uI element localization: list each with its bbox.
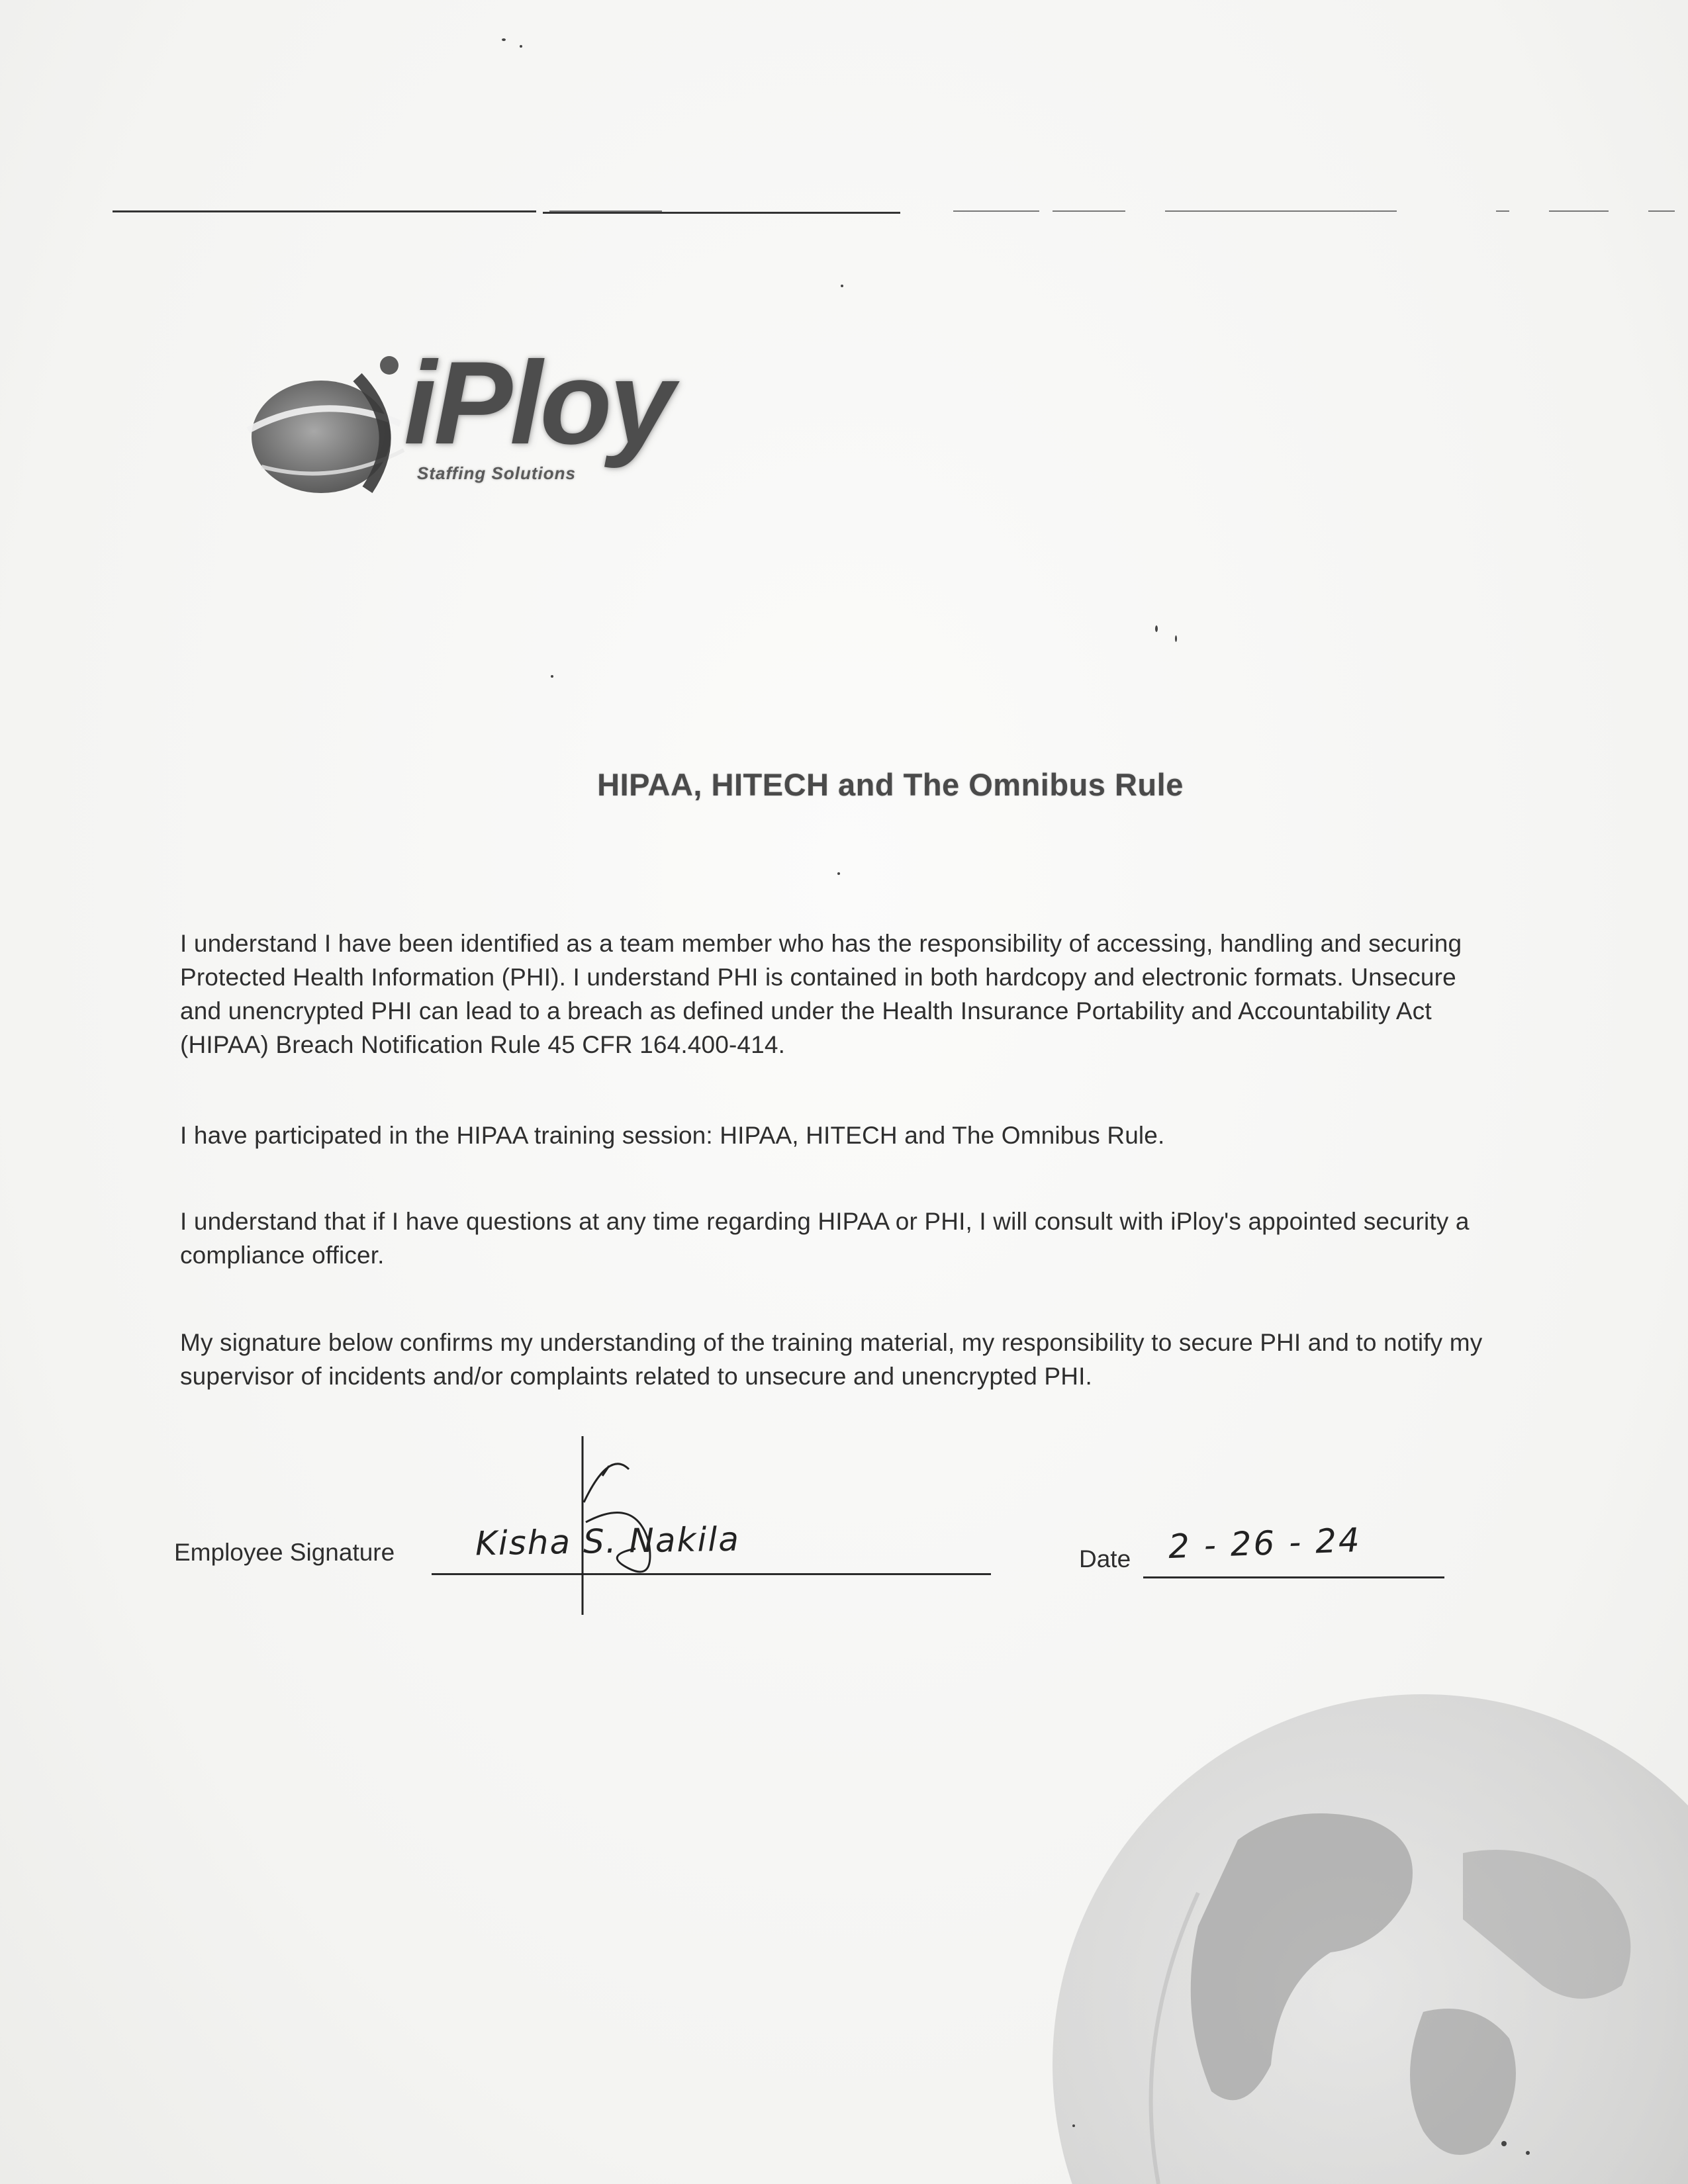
employee-signature-label: Employee Signature bbox=[174, 1539, 395, 1566]
paragraph-signature-confirmation: My signature below confirms my understanding of the training material, my responsibility to secure PHI and to notify my supervisor of incidents and/or complaints related to unsecure and unencrypted PHI. bbox=[180, 1329, 1483, 1390]
scan-speck bbox=[520, 45, 522, 48]
logo-wordmark: iPloy bbox=[404, 337, 673, 469]
globe-watermark-icon bbox=[960, 1641, 1688, 2184]
document-title: HIPAA, HITECH and The Omnibus Rule bbox=[597, 767, 1184, 802]
scan-speck bbox=[1501, 2141, 1507, 2146]
date-label: Date bbox=[1079, 1545, 1131, 1572]
scan-speck bbox=[1072, 2124, 1075, 2127]
logo-tagline: Staffing Solutions bbox=[417, 463, 576, 483]
paragraph-compliance-officer: I understand that if I have questions at any time regarding HIPAA or PHI, I will consult with iPloy's appointed security a compliance officer. bbox=[180, 1208, 1470, 1269]
date-line bbox=[1143, 1576, 1444, 1578]
scan-speck bbox=[551, 675, 553, 678]
paragraph-training-participation: I have participated in the HIPAA training session: HIPAA, HITECH and The Omnibus Rule. bbox=[180, 1122, 1165, 1149]
scan-speck bbox=[1175, 635, 1177, 642]
signature-scrawl bbox=[556, 1423, 728, 1621]
handwritten-signed-name: Kisha S. Nakila bbox=[475, 1520, 741, 1563]
scan-speck bbox=[837, 872, 840, 875]
scan-speck bbox=[1526, 2151, 1530, 2155]
paragraph-phi-responsibility: I understand I have been identified as a team member who has the responsibility of accessing, handling and securing Protected Health Information (PHI). I understand PHI is contained in both hardcopy and electronic formats. Unsecure and unencrypted PHI can lead to a breach as defined under the Health Insurance Portability and Accountability Act (HIPAA) Breach Notification Rule 45 CFR 164.400-414. bbox=[180, 930, 1462, 1058]
scan-speck bbox=[1155, 625, 1158, 632]
scan-speck bbox=[841, 285, 843, 287]
handwritten-date: 2 - 26 - 24 bbox=[1168, 1520, 1362, 1567]
scan-speck bbox=[502, 38, 506, 41]
